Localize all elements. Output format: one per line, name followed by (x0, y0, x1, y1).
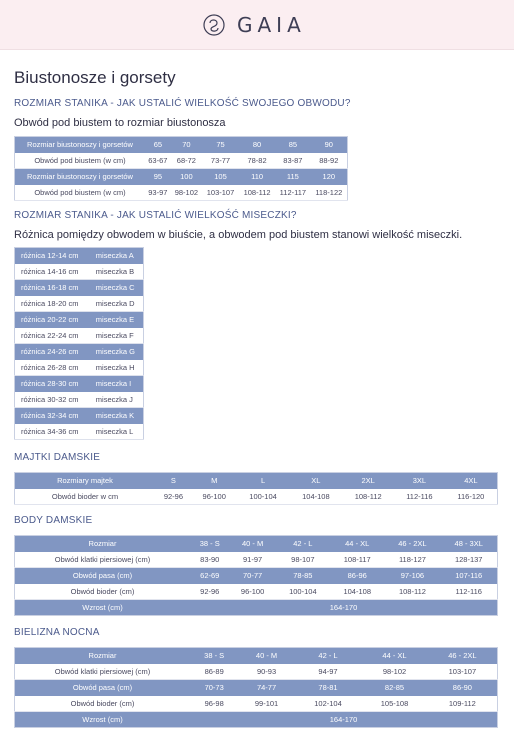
table-cell: 40 - M (230, 536, 276, 552)
table-cell: miseczka F (90, 328, 144, 344)
table-cell: miseczka C (90, 280, 144, 296)
table-row (15, 568, 498, 584)
table-cell: 110 (239, 169, 275, 185)
table-cell: 80 (239, 137, 275, 153)
table-cell: 98-102 (361, 664, 428, 680)
table-row (15, 424, 144, 440)
table-cell: 104-108 (289, 489, 342, 505)
row-label: różnica 12-14 cm (15, 248, 90, 264)
row-label: Wzrost (cm) (15, 600, 191, 616)
table-cell: 98-107 (276, 552, 330, 568)
row-label: Wzrost (cm) (15, 712, 191, 728)
row-label: Obwód pasa (cm) (15, 680, 191, 696)
table-cell: 109-112 (428, 696, 498, 712)
site-header (0, 0, 514, 50)
table-row (15, 552, 498, 568)
table-cell: 107-116 (440, 568, 497, 584)
table-cell: 96-100 (192, 489, 237, 505)
table-cell: 78-81 (295, 680, 362, 696)
row-label: różnica 22-24 cm (15, 328, 90, 344)
table-cell: 108-112 (384, 584, 440, 600)
table-cell: 83-90 (190, 552, 230, 568)
table-cell: 105-108 (361, 696, 428, 712)
table-cell: 68-72 (171, 153, 202, 169)
table-cell: 42 - L (295, 648, 362, 664)
table-cell: 78-85 (276, 568, 330, 584)
row-label: Obwód klatki piersiowej (cm) (15, 664, 191, 680)
table-cell: miseczka E (90, 312, 144, 328)
table-row (15, 680, 498, 696)
table-cell: 115 (275, 169, 310, 185)
table-cell: 70 (171, 137, 202, 153)
table-cell: 98-102 (171, 185, 202, 201)
row-label: Rozmiary majtek (15, 473, 156, 489)
table-cell: 96-98 (190, 696, 238, 712)
table-cell: 86-89 (190, 664, 238, 680)
table-cell: miseczka G (90, 344, 144, 360)
row-label: różnica 30-32 cm (15, 392, 90, 408)
table-cell: miseczka K (90, 408, 144, 424)
table-cell: 94-97 (295, 664, 362, 680)
table-cell: 92-96 (190, 584, 230, 600)
table-cell: 44 - XL (330, 536, 384, 552)
row-label: różnica 18-20 cm (15, 296, 90, 312)
table-cell: 96-100 (230, 584, 276, 600)
table-cell: 73-77 (202, 153, 239, 169)
table-row (15, 328, 144, 344)
page-title: Biustonosze i gorsety (14, 68, 176, 87)
table-cell: 48 - 3XL (440, 536, 497, 552)
table-cell: miseczka J (90, 392, 144, 408)
table-cell: 46 - 2XL (428, 648, 498, 664)
table-cell: 88-92 (311, 153, 348, 169)
row-label: różnica 26-28 cm (15, 360, 90, 376)
table-row (15, 392, 144, 408)
table-cell: 100-104 (237, 489, 290, 505)
table-cell: miseczka D (90, 296, 144, 312)
table-row (15, 696, 498, 712)
table-row (15, 264, 144, 280)
table-row (15, 344, 144, 360)
row-label: różnica 16-18 cm (15, 280, 90, 296)
table-cell: 97-106 (384, 568, 440, 584)
table-cell: 62-69 (190, 568, 230, 584)
table-row (15, 584, 498, 600)
table-cell: 38 - S (190, 536, 230, 552)
brand-name: GAIA (237, 13, 306, 37)
table-cell: miseczka H (90, 360, 144, 376)
bra-band-heading: ROZMIAR STANIKA - JAK USTALIĆ WIELKOŚĆ SWOJEGO OBWODU? (14, 98, 351, 109)
table-cell: 4XL (445, 473, 498, 489)
row-label: Rozmiar (15, 536, 191, 552)
bra-band-table (14, 136, 348, 201)
table-cell: 38 - S (190, 648, 238, 664)
table-row (15, 296, 144, 312)
row-label: Rozmiar biustonoszy i gorsetów (15, 169, 146, 185)
table-row (15, 185, 348, 201)
bra-cup-heading: ROZMIAR STANIKA - JAK USTALIĆ WIELKOŚĆ MISECZKI? (14, 210, 297, 221)
table-cell: 92-96 (155, 489, 192, 505)
table-row (15, 473, 498, 489)
table-row (15, 376, 144, 392)
table-cell: 70-73 (190, 680, 238, 696)
row-label: różnica 24-26 cm (15, 344, 90, 360)
table-cell: 128-137 (440, 552, 497, 568)
bra-cup-subtitle: Różnica pomiędzy obwodem w biuście, a obwodem pod biustem stanowi wielkość miseczki. (14, 229, 463, 241)
table-cell: 95 (145, 169, 171, 185)
table-cell: 105 (202, 169, 239, 185)
panties-heading: MAJTKI DAMSKIE (14, 452, 101, 463)
table-cell: 82-85 (361, 680, 428, 696)
table-cell: miseczka I (90, 376, 144, 392)
table-cell: 99-101 (238, 696, 294, 712)
table-row (15, 600, 498, 616)
row-label: Obwód pod biustem (w cm) (15, 153, 146, 169)
row-label: Obwód bioder (cm) (15, 696, 191, 712)
table-cell: miseczka L (90, 424, 144, 440)
table-row (15, 153, 348, 169)
table-cell: 164-170 (190, 712, 498, 728)
table-row (15, 360, 144, 376)
table-cell: 86-96 (330, 568, 384, 584)
table-cell: 103-107 (202, 185, 239, 201)
table-cell: miseczka B (90, 264, 144, 280)
table-cell: 100 (171, 169, 202, 185)
row-label: różnica 14-16 cm (15, 264, 90, 280)
row-label: Obwód pasa (cm) (15, 568, 191, 584)
table-cell: XL (289, 473, 342, 489)
table-cell: 91-97 (230, 552, 276, 568)
table-cell: 42 - L (276, 536, 330, 552)
table-cell: 75 (202, 137, 239, 153)
table-cell: 164-170 (190, 600, 498, 616)
table-cell: 108-117 (330, 552, 384, 568)
table-cell: 112-116 (394, 489, 445, 505)
table-cell: 118-122 (311, 185, 348, 201)
table-cell: 116-120 (445, 489, 498, 505)
table-cell: 108-112 (239, 185, 275, 201)
table-row (15, 137, 348, 153)
nightwear-table (14, 647, 498, 728)
table-cell: 70-77 (230, 568, 276, 584)
bra-cup-table (14, 247, 144, 440)
row-label: różnica 32-34 cm (15, 408, 90, 424)
table-cell: 112-117 (275, 185, 310, 201)
table-cell: 108-112 (342, 489, 394, 505)
row-label: różnica 20-22 cm (15, 312, 90, 328)
panties-table (14, 472, 498, 505)
table-cell: 112-116 (440, 584, 497, 600)
table-row (15, 489, 498, 505)
table-cell: 2XL (342, 473, 394, 489)
row-label: Obwód klatki piersiowej (cm) (15, 552, 191, 568)
table-row (15, 664, 498, 680)
table-row (15, 712, 498, 728)
table-row (15, 408, 144, 424)
table-cell: 102-104 (295, 696, 362, 712)
row-label: Obwód pod biustem (w cm) (15, 185, 146, 201)
row-label: różnica 34-36 cm (15, 424, 90, 440)
table-cell: 120 (311, 169, 348, 185)
table-cell: 78-82 (239, 153, 275, 169)
table-row (15, 536, 498, 552)
table-row (15, 312, 144, 328)
row-label: różnica 28-30 cm (15, 376, 90, 392)
row-label: Rozmiar (15, 648, 191, 664)
table-cell: miseczka A (90, 248, 144, 264)
table-row (15, 648, 498, 664)
table-cell: L (237, 473, 290, 489)
brand-logo[interactable] (203, 13, 306, 37)
table-cell: 85 (275, 137, 310, 153)
table-cell: 74-77 (238, 680, 294, 696)
row-label: Rozmiar biustonoszy i gorsetów (15, 137, 146, 153)
table-cell: 103-107 (428, 664, 498, 680)
gaia-logo-icon (203, 14, 225, 36)
table-cell: 90-93 (238, 664, 294, 680)
table-row (15, 248, 144, 264)
nightwear-heading: BIELIZNA NOCNA (14, 627, 100, 638)
table-cell: 86-90 (428, 680, 498, 696)
table-cell: 90 (311, 137, 348, 153)
table-row (15, 169, 348, 185)
table-cell: 83-87 (275, 153, 310, 169)
table-cell: 100-104 (276, 584, 330, 600)
table-cell: 104-108 (330, 584, 384, 600)
table-cell: 40 - M (238, 648, 294, 664)
table-cell: 65 (145, 137, 171, 153)
table-cell: 46 - 2XL (384, 536, 440, 552)
table-cell: S (155, 473, 192, 489)
table-cell: 44 - XL (361, 648, 428, 664)
table-cell: 93-97 (145, 185, 171, 201)
table-row (15, 280, 144, 296)
table-cell: 118-127 (384, 552, 440, 568)
body-heading: BODY DAMSKIE (14, 515, 93, 526)
row-label: Obwód bioder (cm) (15, 584, 191, 600)
row-label: Obwód bioder w cm (15, 489, 156, 505)
table-cell: 63-67 (145, 153, 171, 169)
body-table (14, 535, 498, 616)
table-cell: M (192, 473, 237, 489)
bra-band-subtitle: Obwód pod biustem to rozmiar biustonosza (14, 117, 226, 129)
table-cell: 3XL (394, 473, 445, 489)
